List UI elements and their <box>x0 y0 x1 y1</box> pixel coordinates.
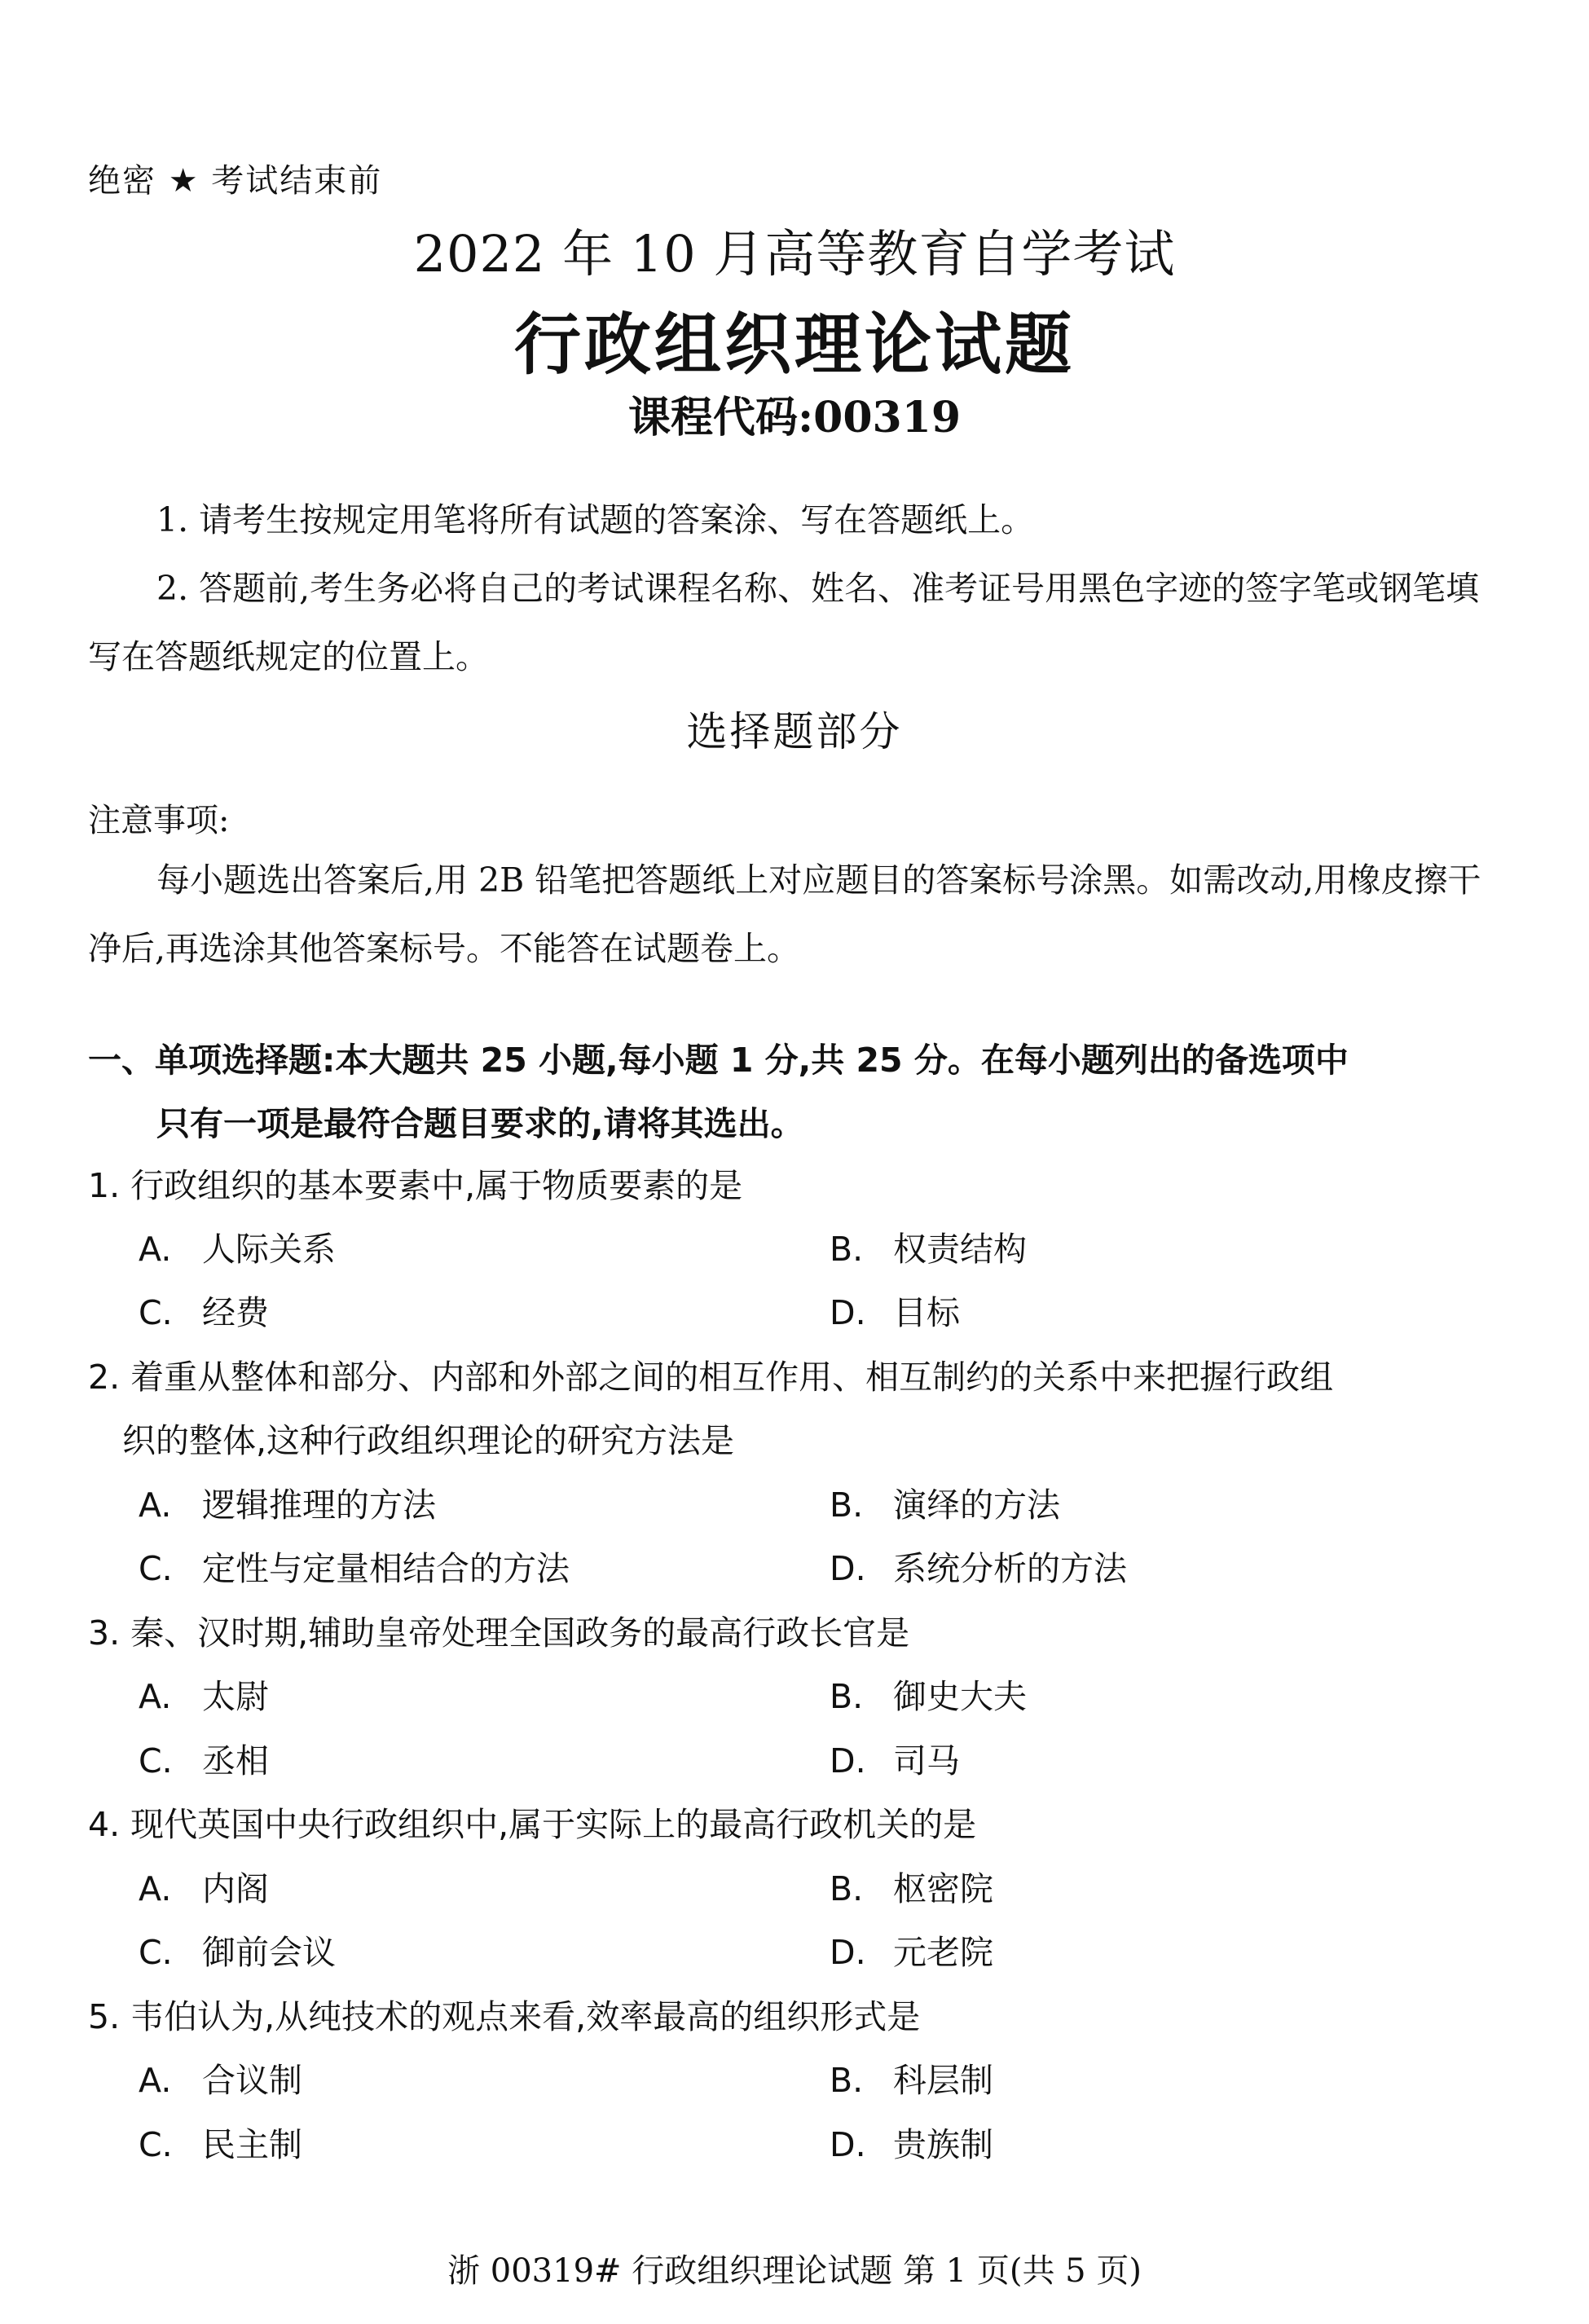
question-5-option-a <box>139 2053 302 2102</box>
option-letter: D. <box>830 1549 866 1588</box>
option-letter: B. <box>830 1230 864 1269</box>
question-1-stem: 1. 行政组织的基本要素中,属于物质要素的是 <box>88 1166 743 1205</box>
instructions <box>88 486 1506 691</box>
stem-continuation: 织的整体,这种行政组织理论的研究方法是 <box>122 1421 735 1460</box>
page-footer: 浙 00319# 行政组织理论试题 第 1 页(共 5 页) <box>447 2252 1142 2290</box>
question-4-option-c <box>139 1926 336 1974</box>
option-letter: D. <box>830 1741 866 1780</box>
option-letter: B. <box>830 1869 864 1908</box>
instruction-2: 2. 答题前,考生务必将自己的考试课程名称、姓名、准考证号用黑色字迹的签字笔或钢笔填写在答题纸规定的位置上。 <box>88 569 1480 676</box>
exam-title: 2022 年 10 月高等教育自学考试 <box>413 224 1176 284</box>
option-text: 合议制 <box>202 2061 302 2100</box>
option-letter: D. <box>830 2125 866 2164</box>
option-text: 司马 <box>893 1741 960 1780</box>
section-heading: 选择题部分 <box>686 708 903 755</box>
option-text: 内阁 <box>202 1869 269 1908</box>
option-text: 民主制 <box>202 2125 302 2164</box>
option-text: 科层制 <box>893 2061 993 2100</box>
option-letter: A. <box>139 2061 172 2100</box>
option-letter: A. <box>139 1230 172 1269</box>
confidential-mark: 绝密 ★ 考试结束前 <box>88 162 383 200</box>
part-heading-line2: 只有一项是最符合题目要求的,请将其选出。 <box>156 1104 804 1143</box>
question-3-option-a <box>139 1670 269 1718</box>
part-heading-line1: 一、单项选择题:本大题共 25 小题,每小题 1 分,共 25 分。在每小题列出的备选项中 <box>88 1041 1349 1080</box>
option-text: 御前会议 <box>202 1933 336 1972</box>
option-text: 系统分析的方法 <box>893 1549 1127 1588</box>
question-2-stem-cont <box>88 1414 734 1462</box>
option-text: 人际关系 <box>202 1230 336 1269</box>
question-3-option-d <box>830 1734 960 1782</box>
paper-title: 行政组织理论试题 <box>513 306 1075 384</box>
notes-paragraph: 每小题选出答案后,用 2B 铅笔把答题纸上对应题目的答案标号涂黑。如需改动,用橡皮擦干净后,再选涂其他答案标号。不能答在试题卷上。 <box>88 860 1481 968</box>
option-letter: C. <box>139 1549 173 1588</box>
option-text: 贵族制 <box>893 2125 993 2164</box>
option-text: 定性与定量相结合的方法 <box>202 1549 570 1588</box>
option-text: 太尉 <box>202 1677 269 1716</box>
option-text: 丞相 <box>202 1741 269 1780</box>
option-letter: B. <box>830 1677 864 1716</box>
option-letter: C. <box>139 1741 173 1780</box>
option-letter: A. <box>139 1869 172 1908</box>
option-text: 经费 <box>202 1293 269 1332</box>
option-letter: A. <box>139 1486 172 1525</box>
option-letter: D. <box>830 1933 866 1972</box>
notes-label: 注意事项: <box>88 802 230 839</box>
question-2-stem: 2. 着重从整体和部分、内部和外部之间的相互作用、相互制约的关系中来把握行政组 <box>88 1358 1334 1397</box>
option-letter: D. <box>830 1293 866 1332</box>
option-letter: C. <box>139 2125 173 2164</box>
option-text: 枢密院 <box>893 1869 993 1908</box>
question-2-option-d <box>830 1542 1127 1590</box>
question-1-option-b <box>830 1222 1027 1270</box>
option-text: 演绎的方法 <box>893 1486 1060 1525</box>
question-3-option-b <box>830 1670 1027 1718</box>
question-4-stem: 4. 现代英国中央行政组织中,属于实际上的最高行政机关的是 <box>88 1805 977 1844</box>
option-letter: C. <box>139 1933 173 1972</box>
course-code: 课程代码:00319 <box>627 393 962 442</box>
question-2-option-b <box>830 1478 1060 1526</box>
option-letter: B. <box>830 2061 864 2100</box>
question-4-option-a <box>139 1862 269 1910</box>
question-2-option-a <box>139 1478 436 1526</box>
question-5-option-d <box>830 2118 993 2166</box>
question-4-option-b <box>830 1862 993 1910</box>
part-heading <box>88 1028 1349 1155</box>
question-5-option-b <box>830 2053 993 2102</box>
option-text: 御史大夫 <box>893 1677 1027 1716</box>
option-text: 元老院 <box>893 1933 993 1972</box>
question-3-option-c <box>139 1734 269 1782</box>
option-letter: A. <box>139 1677 172 1716</box>
question-5-option-c <box>139 2118 302 2166</box>
notes-text <box>88 846 1506 983</box>
question-1-option-c <box>139 1286 269 1334</box>
option-letter: C. <box>139 1293 173 1332</box>
question-1-option-a <box>139 1222 336 1270</box>
option-text: 逻辑推理的方法 <box>202 1486 436 1525</box>
option-text: 目标 <box>893 1293 960 1332</box>
question-5-stem: 5. 韦伯认为,从纯技术的观点来看,效率最高的组织形式是 <box>88 1997 921 2036</box>
option-letter: B. <box>830 1486 864 1525</box>
option-text: 权责结构 <box>893 1230 1027 1269</box>
question-2-option-c <box>139 1542 570 1590</box>
question-1-option-d <box>830 1286 960 1334</box>
question-4-option-d <box>830 1926 993 1974</box>
instruction-1: 1. 请考生按规定用笔将所有试题的答案涂、写在答题纸上。 <box>156 500 1035 539</box>
question-3-stem: 3. 秦、汉时期,辅助皇帝处理全国政务的最高行政长官是 <box>88 1613 910 1653</box>
